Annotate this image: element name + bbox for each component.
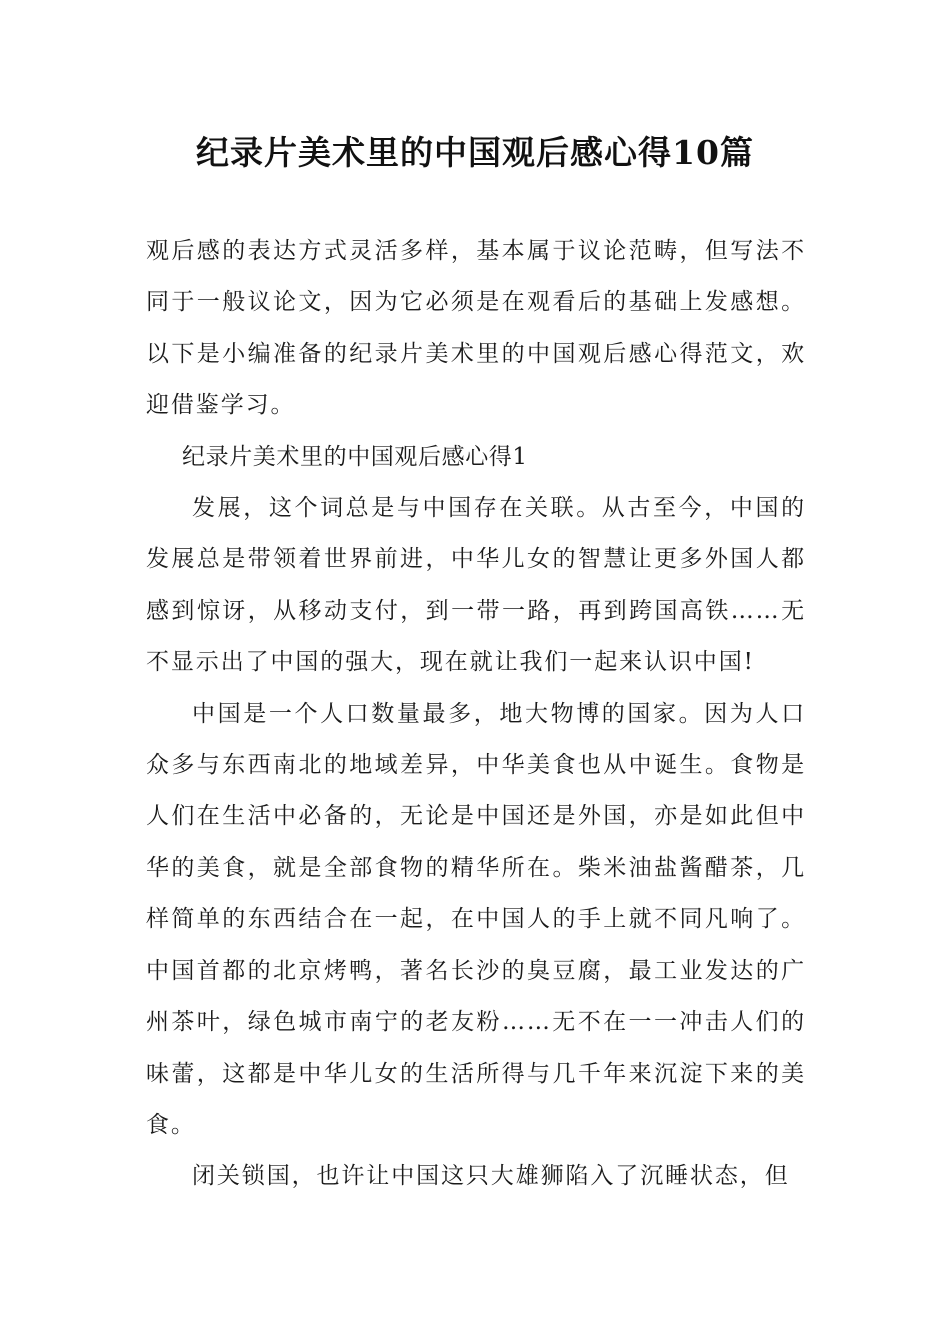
article-body (146, 226, 806, 1203)
intro-paragraph: 观后感的表达方式灵活多样，基本属于议论范畴，但写法不同于一般议论文，因为它必须是在观看后的基础上发感想。以下是小编准备的纪录片美术里的中国观后感心得范文，欢迎借鉴学习。 (146, 238, 806, 419)
body-paragraph: 中国是一个人口数量最多，地大物博的国家。因为人口众多与东西南北的地域差异，中华美食也从中诞生。食物是人们在生活中必备的，无论是中国还是外国，亦是如此但中华的美食，就是全部食物的精华所在。柴米油盐酱醋茶，几样简单的东西结合在一起，在中国人的手上就不同凡响了。中国首都的北京烤鸭，著名长沙的臭豆腐，最工业发达的广州茶叶，绿色城市南宁的老友粉……无不在一一冲击人们的味蕾，这都是中华儿女的生活所得与几千年来沉淀下来的美食。 (146, 700, 806, 1138)
section-heading: 纪录片美术里的中国观后感心得1 (182, 443, 528, 470)
page-title: 纪录片美术里的中国观后感心得10篇 (196, 133, 754, 172)
body-paragraph: 发展，这个词总是与中国存在关联。从古至今，中国的发展总是带领着世界前进，中华儿女的智慧让更多外国人都感到惊讶，从移动支付，到一带一路，再到跨国高铁……无不显示出了中国的强大，现在就让我们一起来认识中国! (146, 495, 806, 676)
body-paragraph: 闭关锁国，也许让中国这只大雄狮陷入了沉睡状态，但 (192, 1163, 790, 1190)
